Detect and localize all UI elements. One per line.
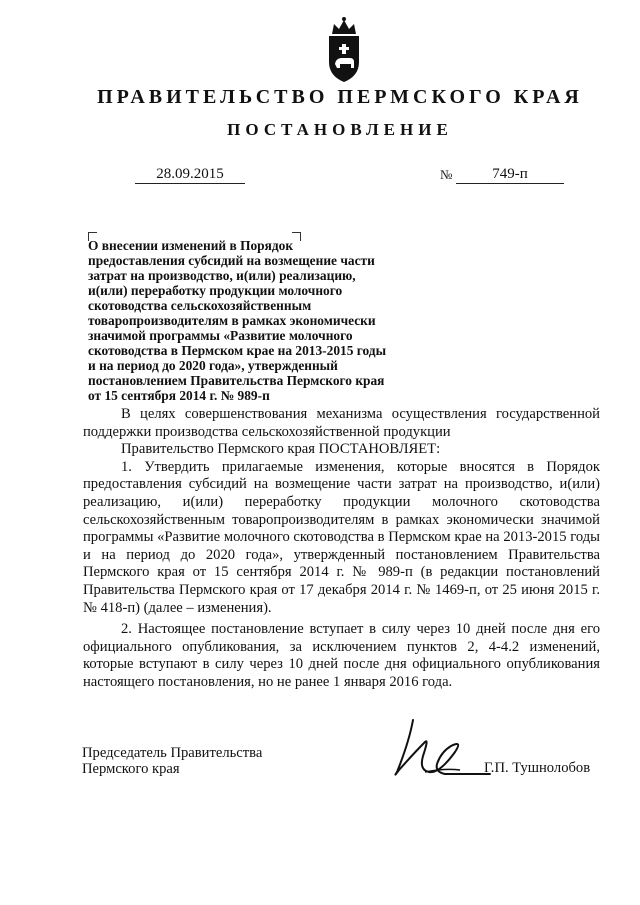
item-2-paragraph: 2. Настоящее постановление вступает в силу через 10 дней после дня его официального опубликования, за исключением пунктов 2, 4-4.2 изменений, которые вступают в силу через 10 дней после дня официального опубликования настоящего постановления, но не ранее 1 января 2016 года. [83, 621, 600, 690]
decree-subject [88, 238, 438, 403]
position-line: Пермского края [82, 761, 180, 777]
chair-position [82, 745, 262, 777]
subject-line: от 15 сентября 2014 г. № 989-п [88, 388, 270, 403]
intro-paragraph: В целях совершенствования механизма осуществления государственной поддержки производства сельскохозяйственной продукции [83, 406, 600, 440]
position-line: Председатель Правительства [82, 745, 263, 761]
document-type-title: ПОСТАНОВЛЕНИЕ [227, 120, 453, 139]
subject-line: предоставления субсидий на возмещение части [88, 253, 375, 268]
subject-line: затрат на производство, и(или) реализацию, [88, 268, 356, 283]
resolves-paragraph: Правительство Пермского края ПОСТАНОВЛЯЕТ: [121, 441, 441, 458]
signer-name: Г.П. Тушнолобов [484, 760, 591, 776]
subject-line: и(или) переработку продукции молочного [88, 283, 343, 298]
decree-date: 28.09.2015 [135, 165, 245, 184]
subject-line: товаропроизводителям в рамках экономически [88, 313, 376, 328]
decree-number: 749-п [456, 165, 564, 184]
subject-line: постановлением Правительства Пермского края [88, 373, 385, 388]
subject-line: О внесении изменений в Порядок [88, 238, 294, 253]
subject-line: скотоводства сельскохозяйственным [88, 298, 312, 313]
subject-line: и на период до 2020 года», утвержденный [88, 358, 338, 373]
coat-of-arms-icon [324, 14, 364, 84]
handwritten-signature-icon [385, 712, 495, 787]
number-sign: № [440, 167, 453, 182]
decree-body [83, 406, 600, 692]
item-1-paragraph: 1. Утвердить прилагаемые изменения, которые вносятся в Порядок предоставления субсидий на возмещение части затрат на производство, и(или) реализацию, и(или) переработку продукции молочного скотоводства сельскохозяйственным товаропроизводителям в рамках экономически значимой программы «Развитие молочного скотоводства в Пермском крае на 2013-2015 годы и на период до 2020 года», утвержденный постановлением Правительства Пермского края от 15 сентября 2014 г. № 989-п (в редакции постановлений Правительства Пермского края от 17 декабря 2014 г. № 1469-п, от 25 июня 2015 г. № 418-п) (далее – изменения). [83, 458, 600, 616]
subject-line: значимой программы «Развитие молочного [88, 328, 353, 343]
subject-line: скотоводства в Пермском крае на 2013-2015 годы [88, 343, 387, 358]
government-title: ПРАВИТЕЛЬСТВО ПЕРМСКОГО КРАЯ [97, 86, 583, 108]
